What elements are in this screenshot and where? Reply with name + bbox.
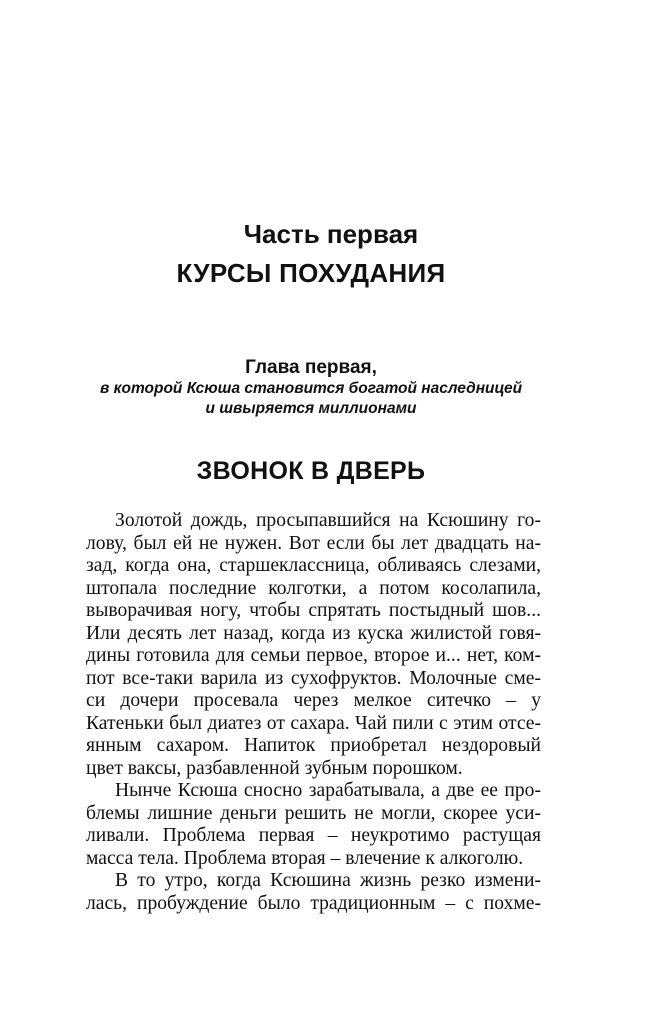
section-title: ЗВОНОК В ДВЕРЬ xyxy=(196,457,426,485)
paragraph-line: масса тела. Проблема вторая – влечение к алкоголю. xyxy=(86,847,524,869)
paragraph-line: выворачивая ногу, чтобы спрятать постыдный шов... xyxy=(86,600,541,621)
paragraph-line: Катеньки был диатез от сахара. Чай пили с этим отсе- xyxy=(86,712,541,734)
paragraph-line: ливали. Проблема первая – неукротимо растущая xyxy=(86,825,541,846)
paragraph-line: блемы лишние деньги решить не могли, скорее уси- xyxy=(86,802,541,824)
paragraph-line: янным сахаром. Напиток приобретал нездоровый xyxy=(86,735,541,756)
paragraph-line: пот все-таки варила из сухофруктов. Молочные сме- xyxy=(86,667,541,689)
paragraph-line: си дочери просевала через мелкое ситечко – у xyxy=(86,690,541,711)
paragraph-line: зад, когда она, старшеклассница, обливаясь слезами, xyxy=(86,555,541,576)
paragraph-line: дины готовила для семьи первое, второе и... нет, ком- xyxy=(86,645,541,666)
part-title: КУРСЫ ПОХУДАНИЯ xyxy=(176,258,446,288)
paragraph-line: лову, был ей не нужен. Вот если бы лет двадцать на- xyxy=(86,532,541,554)
paragraph-line: цвет ваксы, разбавленной зубным порошком. xyxy=(86,757,463,779)
paragraph-line: штопала последние колготки, а потом косолапила, xyxy=(86,577,541,599)
chapter-label: Глава первая, xyxy=(245,357,377,378)
paragraph-line: Или десять лет назад, когда из куска жилистой говя- xyxy=(86,622,541,644)
paragraph-line: лась, пробуждение было традиционным – с похме- xyxy=(86,892,541,914)
paragraph-line: Нынче Ксюша сносно зарабатывала, а две ее про- xyxy=(115,780,541,801)
chapter-subtitle xyxy=(0,379,622,419)
part-label: Часть первая xyxy=(243,219,419,249)
chapter-subtitle-line: и швыряется миллионами xyxy=(205,400,417,417)
paragraph-line: В то утро, когда Ксюшина жизнь резко измени- xyxy=(115,870,541,891)
paragraph-line: Золотой дождь, просыпавшийся на Ксюшину го- xyxy=(115,510,541,531)
body-text xyxy=(86,510,541,915)
chapter-subtitle-line: в которой Ксюша становится богатой наследницей xyxy=(99,380,523,397)
